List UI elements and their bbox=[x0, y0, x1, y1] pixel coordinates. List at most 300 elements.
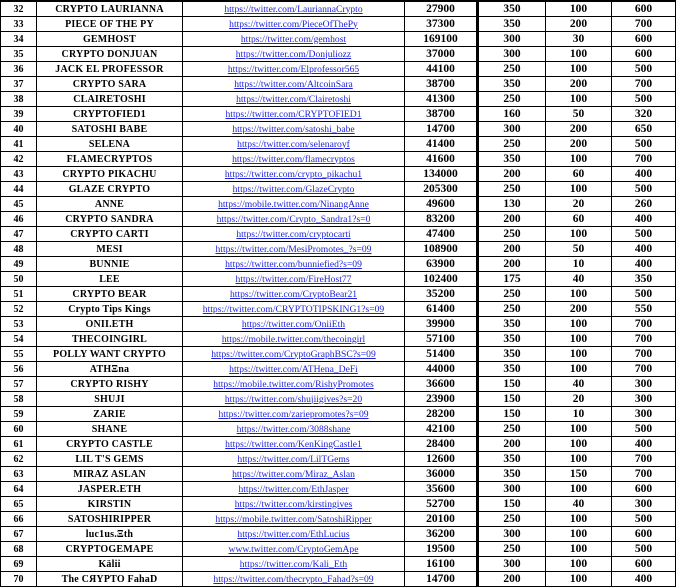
table-row bbox=[1, 557, 676, 572]
price-cell-2: 100 bbox=[546, 182, 612, 197]
table-row bbox=[1, 242, 676, 257]
link-cell bbox=[183, 212, 405, 227]
price-cell-3: 650 bbox=[612, 122, 676, 137]
price-cell-2: 20 bbox=[546, 392, 612, 407]
price-cell-1: 350 bbox=[478, 1, 546, 17]
price-cell-3: 400 bbox=[612, 212, 676, 227]
table-row bbox=[1, 167, 676, 182]
table-row bbox=[1, 392, 676, 407]
link-cell bbox=[183, 407, 405, 422]
name-cell: CRYPTO SARA bbox=[37, 77, 183, 92]
followers-cell: 28400 bbox=[405, 437, 478, 452]
followers-cell: 36200 bbox=[405, 527, 478, 542]
name-cell: CRYPTOFIED1 bbox=[37, 107, 183, 122]
table-row bbox=[1, 512, 676, 527]
link-cell bbox=[183, 572, 405, 587]
followers-cell: 63900 bbox=[405, 257, 478, 272]
row-number-cell: 69 bbox=[1, 557, 37, 572]
name-cell: ATHΞna bbox=[37, 362, 183, 377]
name-cell: CRYPTO CARTI bbox=[37, 227, 183, 242]
profile-link[interactable]: https://twitter.com/LauriannaCrypto bbox=[224, 3, 363, 15]
table-row bbox=[1, 347, 676, 362]
table-row bbox=[1, 77, 676, 92]
name-cell: ANNE bbox=[37, 197, 183, 212]
price-cell-1: 350 bbox=[478, 17, 546, 32]
name-cell: MESI bbox=[37, 242, 183, 257]
profile-link[interactable]: https://twitter.com/EthJasper bbox=[238, 483, 349, 495]
followers-cell: 37000 bbox=[405, 47, 478, 62]
link-cell bbox=[183, 77, 405, 92]
link-cell bbox=[183, 302, 405, 317]
profile-link[interactable]: https://twitter.com/3088shane bbox=[236, 423, 351, 435]
profile-link[interactable]: https://twitter.com/Elprofessor565 bbox=[227, 63, 360, 75]
name-cell: POLLY WANT CRYPTO bbox=[37, 347, 183, 362]
price-cell-1: 250 bbox=[478, 512, 546, 527]
link-cell bbox=[183, 227, 405, 242]
price-cell-2: 100 bbox=[546, 92, 612, 107]
table-row bbox=[1, 422, 676, 437]
price-cell-1: 150 bbox=[478, 377, 546, 392]
followers-cell: 41300 bbox=[405, 92, 478, 107]
table-row bbox=[1, 92, 676, 107]
price-cell-3: 500 bbox=[612, 542, 676, 557]
price-cell-2: 20 bbox=[546, 197, 612, 212]
price-cell-2: 100 bbox=[546, 572, 612, 587]
price-cell-2: 200 bbox=[546, 137, 612, 152]
link-cell bbox=[183, 332, 405, 347]
row-number-cell: 51 bbox=[1, 287, 37, 302]
row-number-cell: 39 bbox=[1, 107, 37, 122]
table-row bbox=[1, 572, 676, 587]
row-number-cell: 57 bbox=[1, 377, 37, 392]
price-cell-2: 200 bbox=[546, 302, 612, 317]
row-number-cell: 37 bbox=[1, 77, 37, 92]
row-number-cell: 67 bbox=[1, 527, 37, 542]
followers-cell: 83200 bbox=[405, 212, 478, 227]
link-cell bbox=[183, 452, 405, 467]
price-cell-3: 500 bbox=[612, 92, 676, 107]
price-cell-1: 160 bbox=[478, 107, 546, 122]
name-cell: GEMHOST bbox=[37, 32, 183, 47]
followers-cell: 205300 bbox=[405, 182, 478, 197]
link-cell bbox=[183, 317, 405, 332]
price-cell-1: 200 bbox=[478, 167, 546, 182]
profile-link[interactable]: https://mobile.twitter.com/RishyPromotes bbox=[213, 378, 374, 390]
row-number-cell: 56 bbox=[1, 362, 37, 377]
followers-cell: 16100 bbox=[405, 557, 478, 572]
name-cell: Crypto Tips Kings bbox=[37, 302, 183, 317]
followers-cell: 47400 bbox=[405, 227, 478, 242]
price-cell-1: 200 bbox=[478, 437, 546, 452]
link-cell bbox=[183, 512, 405, 527]
profile-link[interactable]: www.twitter.com/CryptoGemApe bbox=[228, 543, 359, 555]
price-cell-2: 100 bbox=[546, 557, 612, 572]
price-cell-1: 300 bbox=[478, 482, 546, 497]
link-cell bbox=[183, 167, 405, 182]
followers-cell: 23900 bbox=[405, 392, 478, 407]
price-cell-3: 600 bbox=[612, 47, 676, 62]
price-cell-1: 300 bbox=[478, 47, 546, 62]
link-cell bbox=[183, 47, 405, 62]
price-cell-3: 300 bbox=[612, 497, 676, 512]
profile-link[interactable]: https://mobile.twitter.com/thecoingirl bbox=[221, 333, 366, 345]
price-cell-1: 250 bbox=[478, 422, 546, 437]
price-cell-2: 60 bbox=[546, 167, 612, 182]
price-cell-3: 700 bbox=[612, 17, 676, 32]
table-row bbox=[1, 17, 676, 32]
profile-link[interactable]: https://mobile.twitter.com/SatoshiRipper bbox=[215, 513, 372, 525]
price-cell-2: 100 bbox=[546, 422, 612, 437]
profile-link[interactable]: https://twitter.com/PieceOfThePy bbox=[229, 18, 358, 30]
table-row bbox=[1, 302, 676, 317]
link-cell bbox=[183, 542, 405, 557]
profile-link[interactable]: https://twitter.com/shujiigives?s=20 bbox=[224, 393, 363, 405]
link-cell bbox=[183, 392, 405, 407]
row-number-cell: 68 bbox=[1, 542, 37, 557]
price-cell-1: 350 bbox=[478, 347, 546, 362]
followers-cell: 35200 bbox=[405, 287, 478, 302]
price-cell-2: 50 bbox=[546, 242, 612, 257]
price-cell-3: 350 bbox=[612, 272, 676, 287]
followers-cell: 57100 bbox=[405, 332, 478, 347]
followers-cell: 49600 bbox=[405, 197, 478, 212]
followers-cell: 41600 bbox=[405, 152, 478, 167]
row-number-cell: 66 bbox=[1, 512, 37, 527]
table-row bbox=[1, 1, 676, 17]
row-number-cell: 53 bbox=[1, 317, 37, 332]
profile-link[interactable]: https://twitter.com/crypto_pikachu1 bbox=[224, 168, 363, 180]
price-cell-3: 400 bbox=[612, 167, 676, 182]
price-cell-3: 600 bbox=[612, 32, 676, 47]
price-cell-2: 50 bbox=[546, 107, 612, 122]
name-cell: SELENA bbox=[37, 137, 183, 152]
profile-link[interactable]: https://twitter.com/OniiEth bbox=[241, 318, 346, 330]
price-cell-2: 60 bbox=[546, 212, 612, 227]
price-cell-1: 150 bbox=[478, 392, 546, 407]
price-cell-3: 400 bbox=[612, 242, 676, 257]
price-cell-2: 100 bbox=[546, 527, 612, 542]
name-cell: THECOINGIRL bbox=[37, 332, 183, 347]
table-body bbox=[1, 1, 676, 587]
price-cell-3: 300 bbox=[612, 407, 676, 422]
followers-cell: 39900 bbox=[405, 317, 478, 332]
table-row bbox=[1, 452, 676, 467]
profile-link[interactable]: https://twitter.com/CRYPTOTIPSKING1?s=09 bbox=[202, 303, 385, 315]
table-row bbox=[1, 362, 676, 377]
price-cell-1: 175 bbox=[478, 272, 546, 287]
price-cell-3: 260 bbox=[612, 197, 676, 212]
name-cell: CLAIRETOSHI bbox=[37, 92, 183, 107]
profile-link[interactable]: https://twitter.com/Clairetoshi bbox=[236, 93, 351, 105]
price-cell-1: 300 bbox=[478, 122, 546, 137]
followers-cell: 14700 bbox=[405, 572, 478, 587]
price-cell-2: 100 bbox=[546, 1, 612, 17]
price-cell-1: 200 bbox=[478, 212, 546, 227]
price-cell-3: 320 bbox=[612, 107, 676, 122]
profile-link[interactable]: https://twitter.com/thecrypto_Fahad?s=09 bbox=[213, 573, 374, 585]
price-cell-2: 100 bbox=[546, 47, 612, 62]
price-cell-1: 150 bbox=[478, 497, 546, 512]
price-cell-3: 500 bbox=[612, 227, 676, 242]
price-cell-3: 500 bbox=[612, 422, 676, 437]
price-cell-1: 200 bbox=[478, 257, 546, 272]
link-cell bbox=[183, 422, 405, 437]
link-cell bbox=[183, 17, 405, 32]
profile-link[interactable]: https://twitter.com/Kali_Eth bbox=[239, 558, 348, 570]
table-row bbox=[1, 497, 676, 512]
price-cell-3: 600 bbox=[612, 527, 676, 542]
row-number-cell: 35 bbox=[1, 47, 37, 62]
row-number-cell: 61 bbox=[1, 437, 37, 452]
followers-cell: 51400 bbox=[405, 347, 478, 362]
row-number-cell: 65 bbox=[1, 497, 37, 512]
followers-cell: 42100 bbox=[405, 422, 478, 437]
price-cell-1: 200 bbox=[478, 242, 546, 257]
name-cell: LEE bbox=[37, 272, 183, 287]
followers-cell: 134000 bbox=[405, 167, 478, 182]
profile-link[interactable]: https://twitter.com/gemhost bbox=[240, 33, 347, 45]
row-number-cell: 44 bbox=[1, 182, 37, 197]
price-cell-1: 130 bbox=[478, 197, 546, 212]
price-cell-2: 100 bbox=[546, 347, 612, 362]
price-cell-2: 100 bbox=[546, 227, 612, 242]
price-cell-3: 500 bbox=[612, 182, 676, 197]
price-cell-1: 350 bbox=[478, 317, 546, 332]
row-number-cell: 49 bbox=[1, 257, 37, 272]
name-cell: ONII.ETH bbox=[37, 317, 183, 332]
profile-link[interactable]: https://twitter.com/CryptoBear21 bbox=[229, 288, 358, 300]
price-cell-3: 500 bbox=[612, 62, 676, 77]
link-cell bbox=[183, 62, 405, 77]
link-cell bbox=[183, 137, 405, 152]
price-cell-3: 300 bbox=[612, 377, 676, 392]
row-number-cell: 34 bbox=[1, 32, 37, 47]
name-cell: CRYPTO LAURIANNA bbox=[37, 1, 183, 17]
name-cell: CRYPTO SANDRA bbox=[37, 212, 183, 227]
name-cell: SHANE bbox=[37, 422, 183, 437]
link-cell bbox=[183, 482, 405, 497]
profile-link[interactable]: https://twitter.com/KenKingCastle1 bbox=[225, 438, 362, 450]
row-number-cell: 38 bbox=[1, 92, 37, 107]
link-cell bbox=[183, 467, 405, 482]
name-cell: SATOSHIRIPPER bbox=[37, 512, 183, 527]
row-number-cell: 50 bbox=[1, 272, 37, 287]
profile-link[interactable]: https://twitter.com/cryptocarti bbox=[236, 228, 351, 240]
row-number-cell: 47 bbox=[1, 227, 37, 242]
profile-link[interactable]: https://twitter.com/LilTGems bbox=[237, 453, 350, 465]
name-cell: BUNNIE bbox=[37, 257, 183, 272]
price-cell-3: 700 bbox=[612, 317, 676, 332]
followers-cell: 44100 bbox=[405, 62, 478, 77]
name-cell: JASPER.ETH bbox=[37, 482, 183, 497]
price-cell-2: 100 bbox=[546, 317, 612, 332]
profile-link[interactable]: https://twitter.com/bunniefied?s=09 bbox=[225, 258, 362, 270]
table-row bbox=[1, 122, 676, 137]
row-number-cell: 41 bbox=[1, 137, 37, 152]
row-number-cell: 40 bbox=[1, 122, 37, 137]
price-cell-3: 400 bbox=[612, 257, 676, 272]
name-cell: CRYPTO PIKACHU bbox=[37, 167, 183, 182]
table-row bbox=[1, 527, 676, 542]
price-cell-2: 40 bbox=[546, 377, 612, 392]
followers-cell: 52700 bbox=[405, 497, 478, 512]
profile-link[interactable]: https://twitter.com/FireHost77 bbox=[235, 273, 352, 285]
price-cell-3: 400 bbox=[612, 437, 676, 452]
name-cell: CRYPTO RISHY bbox=[37, 377, 183, 392]
price-cell-1: 250 bbox=[478, 227, 546, 242]
table-row bbox=[1, 332, 676, 347]
name-cell: CRYPTO BEAR bbox=[37, 287, 183, 302]
followers-cell: 44000 bbox=[405, 362, 478, 377]
profile-link[interactable]: https://twitter.com/kirstingives bbox=[234, 498, 353, 510]
price-cell-2: 200 bbox=[546, 17, 612, 32]
profile-link[interactable]: https://twitter.com/satoshi_babe bbox=[232, 123, 355, 135]
table-row bbox=[1, 152, 676, 167]
price-cell-1: 250 bbox=[478, 542, 546, 557]
name-cell: CRYPTOGEMAPE bbox=[37, 542, 183, 557]
name-cell: Kälii bbox=[37, 557, 183, 572]
followers-cell: 102400 bbox=[405, 272, 478, 287]
profile-link[interactable]: https://twitter.com/flamecryptos bbox=[232, 153, 355, 165]
price-cell-3: 600 bbox=[612, 1, 676, 17]
row-number-cell: 33 bbox=[1, 17, 37, 32]
price-cell-1: 350 bbox=[478, 362, 546, 377]
profile-link[interactable]: https://twitter.com/AltcoinSara bbox=[234, 78, 353, 90]
profile-link[interactable]: https://twitter.com/CryptoGraphBSC?s=09 bbox=[211, 348, 376, 360]
profile-link[interactable]: https://twitter.com/selenaroyf bbox=[237, 138, 350, 150]
row-number-cell: 62 bbox=[1, 452, 37, 467]
profile-link[interactable]: https://twitter.com/MesiPromotes_?s=09 bbox=[215, 243, 372, 255]
name-cell: KIRSTIN bbox=[37, 497, 183, 512]
row-number-cell: 60 bbox=[1, 422, 37, 437]
followers-cell: 28200 bbox=[405, 407, 478, 422]
row-number-cell: 32 bbox=[1, 1, 37, 17]
price-cell-3: 500 bbox=[612, 512, 676, 527]
name-cell: SHUJI bbox=[37, 392, 183, 407]
table-row bbox=[1, 32, 676, 47]
price-cell-1: 250 bbox=[478, 137, 546, 152]
table-row bbox=[1, 272, 676, 287]
price-cell-3: 700 bbox=[612, 362, 676, 377]
profile-link[interactable]: https://twitter.com/ATHena_DeFi bbox=[229, 363, 358, 375]
link-cell bbox=[183, 287, 405, 302]
followers-cell: 38700 bbox=[405, 77, 478, 92]
table-row bbox=[1, 287, 676, 302]
price-cell-1: 350 bbox=[478, 332, 546, 347]
price-cell-3: 700 bbox=[612, 152, 676, 167]
price-cell-1: 250 bbox=[478, 302, 546, 317]
name-cell: ZARIE bbox=[37, 407, 183, 422]
price-cell-1: 250 bbox=[478, 92, 546, 107]
price-cell-1: 350 bbox=[478, 152, 546, 167]
followers-cell: 12600 bbox=[405, 452, 478, 467]
price-cell-2: 200 bbox=[546, 77, 612, 92]
profile-link[interactable]: https://twitter.com/Miraz_Aslan bbox=[232, 468, 355, 480]
row-number-cell: 42 bbox=[1, 152, 37, 167]
price-cell-1: 350 bbox=[478, 77, 546, 92]
name-cell: JACK EL PROFESSOR bbox=[37, 62, 183, 77]
table-row bbox=[1, 212, 676, 227]
name-cell: FLAMECRYPTOS bbox=[37, 152, 183, 167]
link-cell bbox=[183, 32, 405, 47]
link-cell bbox=[183, 182, 405, 197]
row-number-cell: 36 bbox=[1, 62, 37, 77]
price-cell-1: 300 bbox=[478, 32, 546, 47]
profile-link[interactable]: https://twitter.com/GlazeCrypto bbox=[232, 183, 355, 195]
price-cell-2: 100 bbox=[546, 287, 612, 302]
name-cell: MIRAZ ASLAN bbox=[37, 467, 183, 482]
profile-link[interactable]: https://twitter.com/CRYPTOFIED1 bbox=[225, 108, 362, 120]
profile-link[interactable]: https://twitter.com/Donjuliozz bbox=[235, 48, 352, 60]
link-cell bbox=[183, 272, 405, 287]
table-row bbox=[1, 467, 676, 482]
link-cell bbox=[183, 152, 405, 167]
followers-cell: 61400 bbox=[405, 302, 478, 317]
link-cell bbox=[183, 437, 405, 452]
row-number-cell: 48 bbox=[1, 242, 37, 257]
followers-cell: 35600 bbox=[405, 482, 478, 497]
price-cell-2: 30 bbox=[546, 32, 612, 47]
price-cell-3: 700 bbox=[612, 332, 676, 347]
table-row bbox=[1, 482, 676, 497]
link-cell bbox=[183, 497, 405, 512]
price-cell-3: 550 bbox=[612, 302, 676, 317]
table-row bbox=[1, 542, 676, 557]
table-row bbox=[1, 317, 676, 332]
followers-cell: 41400 bbox=[405, 137, 478, 152]
name-cell: CRYPTO DONJUAN bbox=[37, 47, 183, 62]
followers-cell: 36000 bbox=[405, 467, 478, 482]
row-number-cell: 58 bbox=[1, 392, 37, 407]
price-cell-3: 400 bbox=[612, 572, 676, 587]
price-cell-2: 40 bbox=[546, 272, 612, 287]
table-row bbox=[1, 377, 676, 392]
link-cell bbox=[183, 347, 405, 362]
followers-cell: 36600 bbox=[405, 377, 478, 392]
table-row bbox=[1, 107, 676, 122]
table-row bbox=[1, 437, 676, 452]
profile-link[interactable]: https://twitter.com/EthLucius bbox=[237, 528, 350, 540]
link-cell bbox=[183, 1, 405, 17]
profile-link[interactable]: https://mobile.twitter.com/NinangAnne bbox=[218, 198, 369, 210]
price-cell-2: 100 bbox=[546, 512, 612, 527]
price-cell-2: 100 bbox=[546, 332, 612, 347]
link-cell bbox=[183, 362, 405, 377]
followers-cell: 19500 bbox=[405, 542, 478, 557]
price-cell-1: 200 bbox=[478, 572, 546, 587]
name-cell: LIL T'S GEMS bbox=[37, 452, 183, 467]
price-cell-3: 500 bbox=[612, 287, 676, 302]
row-number-cell: 63 bbox=[1, 467, 37, 482]
price-cell-3: 700 bbox=[612, 347, 676, 362]
table-row bbox=[1, 227, 676, 242]
row-number-cell: 54 bbox=[1, 332, 37, 347]
price-cell-1: 300 bbox=[478, 527, 546, 542]
price-cell-1: 300 bbox=[478, 557, 546, 572]
price-cell-1: 250 bbox=[478, 182, 546, 197]
profile-link[interactable]: https://twitter.com/zariepromotes?s=09 bbox=[218, 408, 369, 420]
price-cell-3: 700 bbox=[612, 467, 676, 482]
price-cell-3: 700 bbox=[612, 77, 676, 92]
table-row bbox=[1, 62, 676, 77]
profile-link[interactable]: https://twitter.com/Crypto_Sandra1?s=0 bbox=[216, 213, 371, 225]
table-row bbox=[1, 257, 676, 272]
price-cell-2: 100 bbox=[546, 362, 612, 377]
price-cell-2: 100 bbox=[546, 437, 612, 452]
table-row bbox=[1, 137, 676, 152]
row-number-cell: 64 bbox=[1, 482, 37, 497]
price-cell-3: 600 bbox=[612, 482, 676, 497]
